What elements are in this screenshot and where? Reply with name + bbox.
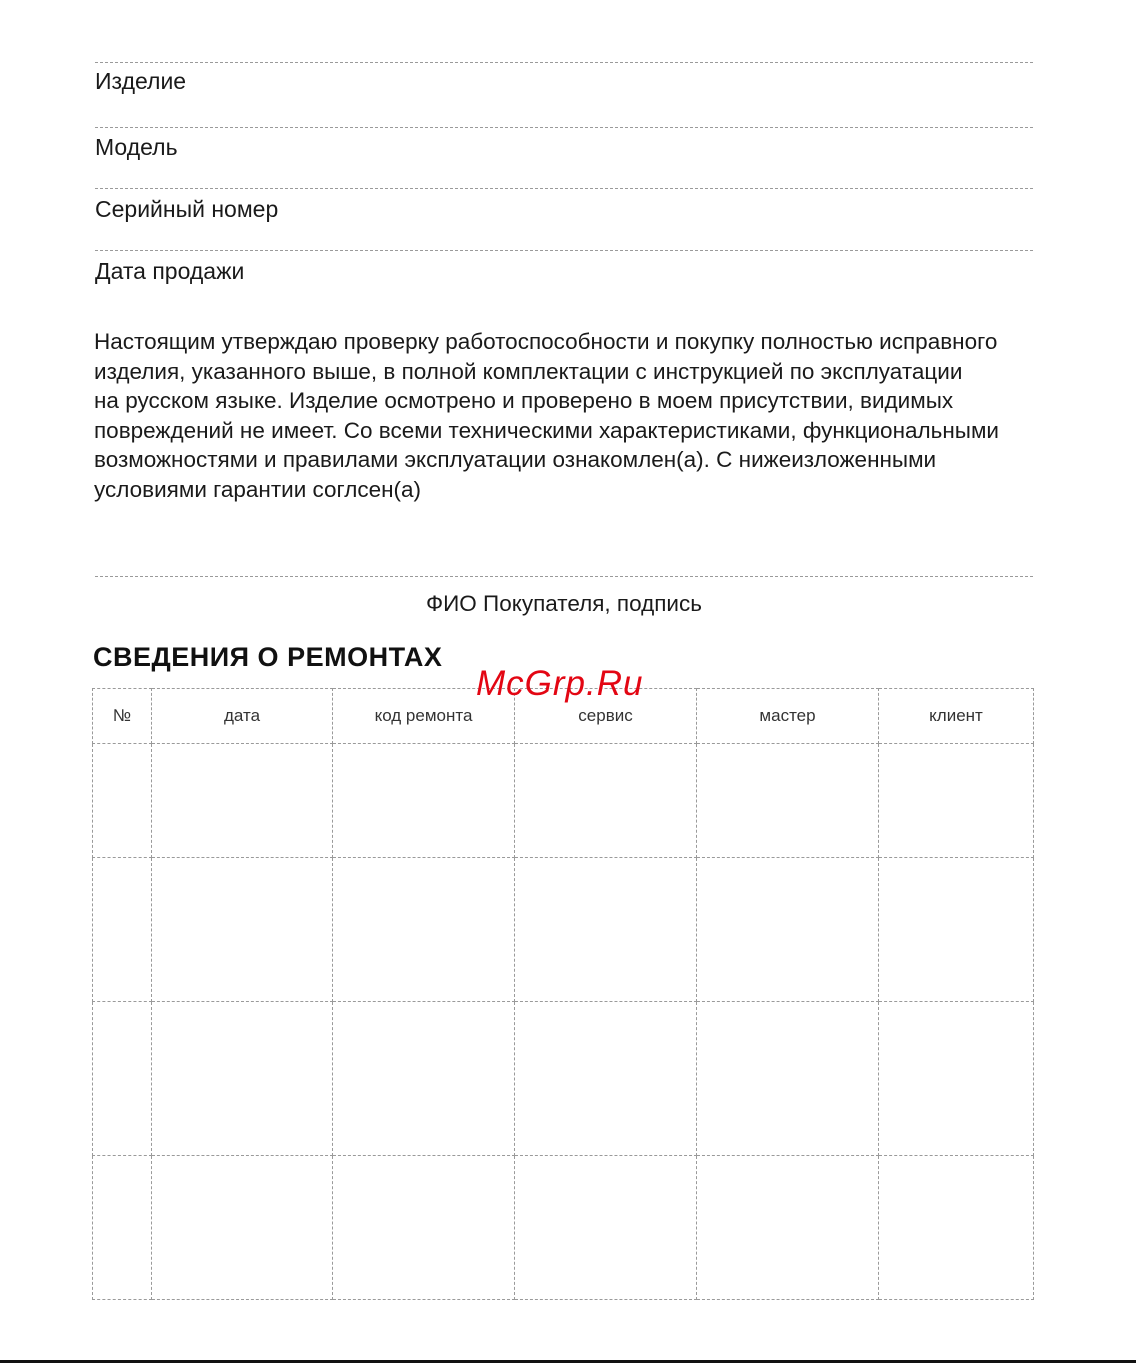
watermark: McGrp.Ru (476, 664, 644, 703)
field-rule-serial-top (95, 188, 1033, 189)
table-cell[interactable] (333, 744, 515, 858)
table-cell[interactable] (333, 1156, 515, 1300)
table-cell[interactable] (152, 1002, 333, 1156)
table-cell[interactable] (93, 858, 152, 1002)
field-label-model: Модель (95, 134, 178, 160)
table-cell[interactable] (333, 1002, 515, 1156)
statement-line: возможностями и правилами эксплуатации ознакомлен(а). С нижеизложенными (94, 447, 937, 472)
table-cell[interactable] (697, 1002, 879, 1156)
table-cell[interactable] (879, 1156, 1034, 1300)
buyer-statement (94, 327, 1034, 504)
table-cell[interactable] (93, 1002, 152, 1156)
field-label-sale-date: Дата продажи (95, 258, 245, 284)
column-header-service: сервис (515, 689, 697, 744)
statement-line: Настоящим утверждаю проверку работоспособности и покупку полностью исправного (94, 329, 998, 354)
table-cell[interactable] (152, 1156, 333, 1300)
table-cell[interactable] (697, 1156, 879, 1300)
column-header-number: № (93, 689, 152, 744)
table-cell[interactable] (879, 1002, 1034, 1156)
table-cell[interactable] (515, 1002, 697, 1156)
table-cell[interactable] (93, 1156, 152, 1300)
field-label-product: Изделие (95, 68, 187, 94)
field-label-serial-number: Серийный номер (95, 196, 279, 222)
column-header-repair-code: код ремонта (333, 689, 515, 744)
table-cell[interactable] (879, 744, 1034, 858)
table-cell[interactable] (93, 744, 152, 858)
column-header-master: мастер (697, 689, 879, 744)
field-rule-product-top (95, 62, 1033, 63)
statement-line: изделия, указанного выше, в полной комплектации с инструкцией по эксплуатации (94, 358, 963, 384)
statement-line: повреждений не имеет. Со всеми техническими характеристиками, функциональными (94, 417, 999, 443)
table-cell[interactable] (515, 1156, 697, 1300)
table-cell[interactable] (697, 858, 879, 1002)
table-cell[interactable] (333, 858, 515, 1002)
signature-rule (95, 576, 1033, 577)
table-cell[interactable] (152, 744, 333, 858)
table-cell[interactable] (515, 858, 697, 1002)
table-row (93, 1002, 1034, 1156)
table-row (93, 1156, 1034, 1300)
field-rule-model-top (95, 127, 1033, 128)
table-row (93, 858, 1034, 1002)
signature-caption: ФИО Покупателя, подпись (426, 591, 702, 616)
statement-line: на русском языке. Изделие осмотрено и проверено в моем присутствии, видимых (94, 388, 954, 413)
table-cell[interactable] (515, 744, 697, 858)
column-header-client: клиент (879, 689, 1034, 744)
column-header-date: дата (152, 689, 333, 744)
repairs-section-title: СВЕДЕНИЯ О РЕМОНТАХ (93, 642, 443, 672)
table-cell[interactable] (879, 858, 1034, 1002)
repairs-table (92, 688, 1034, 1300)
table-row (93, 744, 1034, 858)
statement-line: условиями гарантии соглсен(а) (94, 476, 422, 502)
table-cell[interactable] (697, 744, 879, 858)
table-cell[interactable] (152, 858, 333, 1002)
field-rule-sale-date-top (95, 250, 1033, 251)
